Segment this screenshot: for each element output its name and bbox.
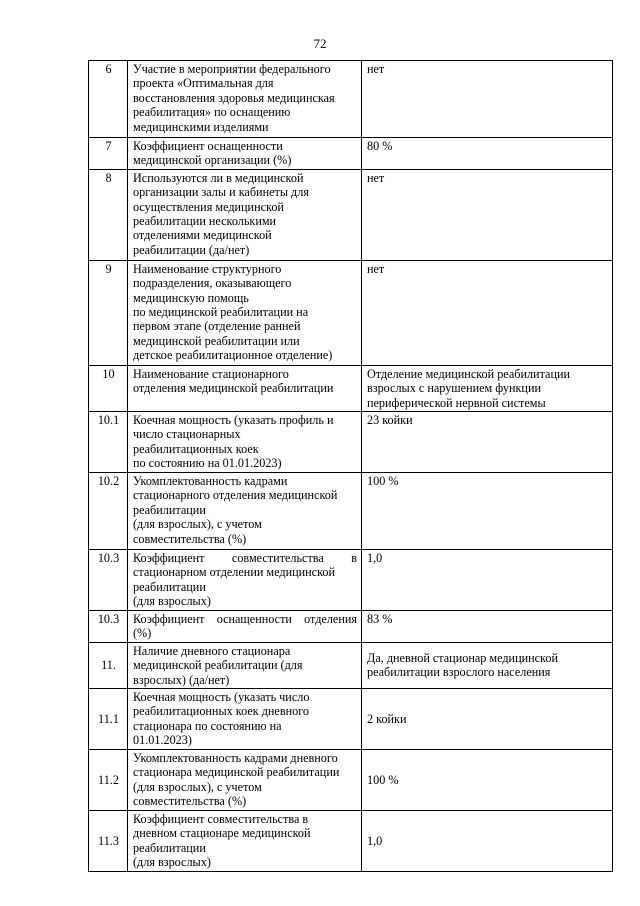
row-description: Участие в мероприятии федерального проекта «Оптимальная для восстановления здоровья медицинская реабилитация» по оснащению медицинскими изделиями [128, 61, 362, 138]
row-description: Используются ли в медицинской организации залы и кабинеты для осуществления медицинской реабилитации несколькими отделениями медицинской реабилитации (да/нет) [128, 169, 362, 260]
table-row [89, 689, 613, 750]
word: совместительства [231, 551, 324, 566]
row-number: 11. [89, 642, 128, 688]
word: оснащенности [216, 612, 292, 627]
row-value: 1,0 [362, 811, 613, 872]
row-value: Отделение медицинской реабилитации взрослых с нарушением функции периферической нервной системы [362, 365, 613, 411]
row-number: 10.3 [89, 550, 128, 611]
table-row [89, 260, 613, 365]
row-description: Укомплектованность кадрами стационарного отделения медицинской реабилитации (для взрослых), с учетом совместительства (%) [128, 473, 362, 550]
word: отделения [304, 612, 357, 627]
row-number: 7 [89, 138, 128, 170]
row-value: 1,0 [362, 550, 613, 611]
row-value: нет [362, 61, 613, 138]
row-number: 8 [89, 169, 128, 260]
row-description [128, 550, 362, 611]
table-row [89, 811, 613, 872]
word: Коэффициент [133, 612, 205, 627]
table-row [89, 365, 613, 411]
description-first-line [133, 551, 357, 565]
table-row [89, 61, 613, 138]
table-row [89, 611, 613, 643]
row-description: Коечная мощность (указать профиль и число стационарных реабилитационных коек по состоянию на 01.01.2023) [128, 412, 362, 473]
row-description: Коечная мощность (указать число реабилитационных коек дневного стационара по состоянию на 01.01.2023) [128, 689, 362, 750]
row-description: Укомплектованность кадрами дневного стационара медицинской реабилитации (для взрослых), с учетом совместительства (%) [128, 750, 362, 811]
row-description: Наименование структурного подразделения, оказывающего медицинскую помощь по медицинской реабилитации на первом этапе (отделение ранней медицинской реабилитации или детское реабилитационное отделение) [128, 260, 362, 365]
row-number: 11.3 [89, 811, 128, 872]
table-row [89, 169, 613, 260]
row-value: Да, дневной стационар медицинской реабилитации взрослого населения [362, 642, 613, 688]
word: в [351, 551, 357, 566]
row-number: 6 [89, 61, 128, 138]
data-table [88, 60, 613, 872]
row-description: Наименование стационарного отделения медицинской реабилитации [128, 365, 362, 411]
word: Коэффициент [133, 551, 205, 566]
row-description: Наличие дневного стационара медицинской реабилитации (для взрослых) (да/нет) [128, 642, 362, 688]
row-description: Коэффициент оснащенности медицинской организации (%) [128, 138, 362, 170]
row-number: 10.1 [89, 412, 128, 473]
table-row [89, 412, 613, 473]
table-row [89, 750, 613, 811]
row-number: 11.1 [89, 689, 128, 750]
page-number: 72 [313, 36, 327, 51]
row-description [128, 611, 362, 643]
row-value: 100 % [362, 473, 613, 550]
row-value: нет [362, 260, 613, 365]
row-value: 83 % [362, 611, 613, 643]
row-number: 9 [89, 260, 128, 365]
description-rest: стационарном отделении медицинской реабилитации (для взрослых) [133, 565, 335, 609]
row-number: 10.3 [89, 611, 128, 643]
row-value: 100 % [362, 750, 613, 811]
row-number: 11.2 [89, 750, 128, 811]
row-value: нет [362, 169, 613, 260]
table-row [89, 550, 613, 611]
row-description: Коэффициент совместительства в дневном стационаре медицинской реабилитации (для взрослых) [128, 811, 362, 872]
table-row [89, 642, 613, 688]
row-value: 2 койки [362, 689, 613, 750]
row-number: 10.2 [89, 473, 128, 550]
table-row [89, 473, 613, 550]
row-value: 80 % [362, 138, 613, 170]
description-first-line [133, 612, 357, 626]
table-row [89, 138, 613, 170]
row-number: 10 [89, 365, 128, 411]
description-rest: (%) [133, 626, 152, 641]
row-value: 23 койки [362, 412, 613, 473]
